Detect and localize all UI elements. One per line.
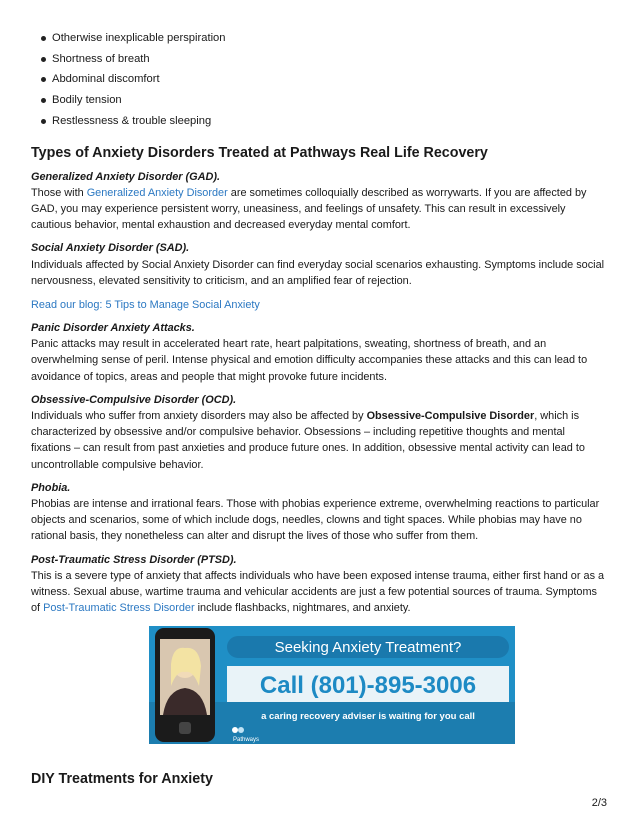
ocd-heading: Obsessive-Compulsive Disorder (OCD). [31,393,237,406]
sad-heading: Social Anxiety Disorder (SAD). [31,242,190,255]
symptom-list [31,28,607,132]
ptsd-section [31,552,607,617]
banner-phone-number: Call (801)-895-3006 [259,672,477,700]
phobia-section [31,480,607,545]
sad-section [31,240,607,289]
list-item: Restlessness & trouble sleeping [43,111,607,132]
page-number: 2/3 [591,797,607,809]
treatment-banner-ad[interactable] [149,626,515,744]
ocd-paragraph [31,408,607,473]
list-item: Bodily tension [43,90,607,111]
ocd-bold-term: Obsessive-Compulsive Disorder [366,409,535,422]
pathways-logo-icon [232,727,238,733]
ptsd-text-post: include flashbacks, nightmares, and anxiety. [194,602,411,615]
gad-text-post: are sometimes colloquially described as worrywarts. If you are affected by GAD, you may experience persistent worry, uneasiness, and feelings of unsafety. This can result in excessively cautious behavior, mental exhaustion and decreased everyday mental comfort. [31,186,587,232]
ptsd-heading: Post-Traumatic Stress Disorder (PTSD). [31,553,237,566]
ptsd-text-pre: This is a severe type of anxiety that affects individuals who have been exposed intense trauma, either first hand or as a witness. Sexual abuse, wartime trauma and vehicular accidents are just a few potential sources of trauma. Symptoms of [31,569,605,615]
list-item: Otherwise inexplicable perspiration [43,28,607,49]
gad-text-pre: Those with [31,186,87,199]
ocd-section [31,392,607,473]
panic-section [31,320,607,385]
gad-section [31,169,607,234]
banner-tagline: a caring recovery adviser is waiting for you call [261,711,475,723]
banner-headline: Seeking Anxiety Treatment? [274,639,462,657]
gad-heading: Generalized Anxiety Disorder (GAD). [31,170,221,183]
list-item: Shortness of breath [43,49,607,70]
document-page [31,28,607,744]
banner-graphic [149,626,515,744]
panic-paragraph: Panic attacks may result in accelerated heart rate, heart palpitations, sweating, shortness of breath, and an overwhelming sense of peril. Intense physical and emotion difficulty accompanies these attacks and this can lead to avoidance of topics, areas and people that might provoke future incidents. [31,338,588,383]
sad-paragraph: Individuals affected by Social Anxiety Disorder can find everyday social scenarios exhausting. Symptoms include social nervousness, elevated sensitivity to criticism, and an amplified fear of rejection. [31,258,605,287]
panic-heading: Panic Disorder Anxiety Attacks. [31,321,195,334]
ptsd-link[interactable]: Post-Traumatic Stress Disorder [43,602,195,615]
home-button [179,722,191,734]
phobia-heading: Phobia. [31,481,71,494]
diy-heading: DIY Treatments for Anxiety [31,771,213,787]
phobia-paragraph: Phobias are intense and irrational fears. Those with phobias experience extreme, overwhelming reactions to particular objects and scenarios, some of which include dogs, needles, clowns and tight spaces. While phobias may have no rational basis, they nonetheless can alter and disrupt the lives of those who suffer from them. [31,497,600,543]
blog-link-row [31,297,607,313]
gad-link[interactable]: Generalized Anxiety Disorder [86,186,228,199]
social-anxiety-blog-link[interactable]: Read our blog: 5 Tips to Manage Social Anxiety [31,298,260,311]
ocd-text-post: , which is characterized by obsessive and/or compulsive behavior. Obsessions – including repetitive thoughts and mental fixations – can result from past anxieties and produce future ones. In addition, obsessive mental activity can lead to uncontrollable compulsive behavior. [31,409,585,471]
pathways-logo-text: Pathways [233,737,260,744]
list-item: Abdominal discomfort [43,69,607,90]
ptsd-paragraph [31,568,607,617]
ocd-text-pre: Individuals who suffer from anxiety disorders may also be affected by [31,409,367,422]
types-heading: Types of Anxiety Disorders Treated at Pathways Real Life Recovery [31,144,488,161]
gad-paragraph [31,185,607,234]
